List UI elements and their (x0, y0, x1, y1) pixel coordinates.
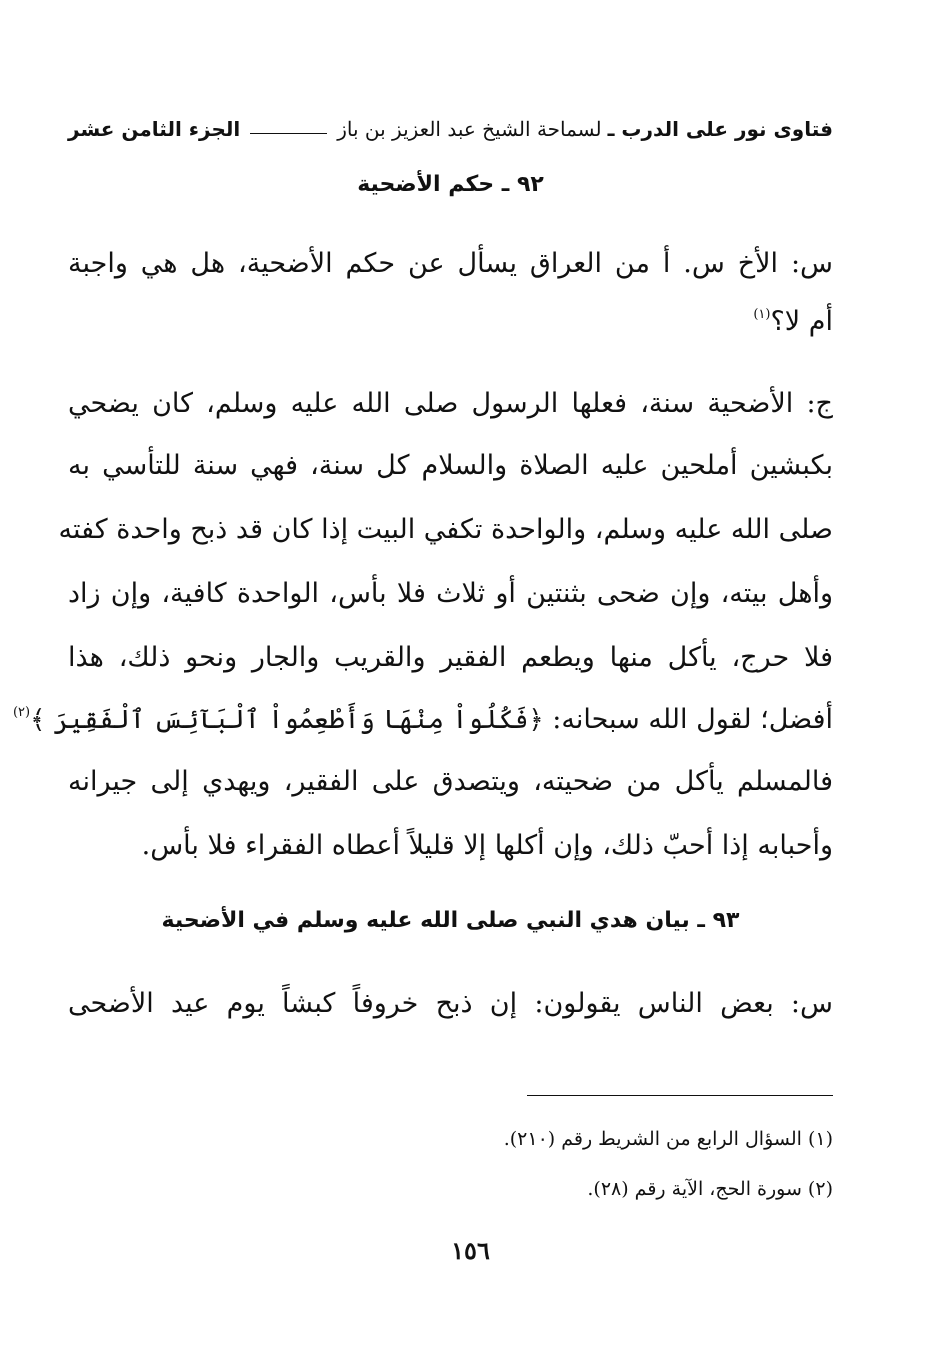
answer-line-8: وأحبابه إذا أحبّ ذلك، وإن أكلها إلا قليلاً أعطاه الفقراء فلا بأس. (141, 830, 833, 861)
question-93-line-1: س: بعض الناس يقولون: إن ذبح خروفاً كبشاً يوم عيد الأضحى (68, 988, 833, 1019)
question-line-2 (68, 302, 833, 347)
author-name: لسماحة الشيخ عبد العزيز بن باز (337, 117, 602, 141)
section-title-92: ٩٢ ـ حكم الأضحية (357, 172, 544, 197)
running-header (68, 112, 833, 146)
section-title-93: ٩٣ ـ بيان هدي النبي صلى الله عليه وسلم في الأضحية (161, 908, 740, 933)
part-label: الجزء الثامن عشر (68, 117, 241, 141)
quran-verse: ﴿فَكُلُواْ مِنْهَا وَأَطْعِمُواْ ٱلْبَآئِسَ ٱلْفَقِيرَ ﴾ (30, 705, 544, 735)
footnote-ref-1: (١) (753, 307, 771, 322)
answer-line-2: بكبشين أملحين عليه الصلاة والسلام كل سنة، فهي سنة للتأسي به (68, 450, 833, 481)
footnote-ref-2: (٢) (12, 705, 31, 720)
header-rule (250, 133, 327, 134)
book-title: فتاوى نور على الدرب ـ (607, 117, 833, 141)
footnote-2: (٢) سورة الحج، الآية رقم (٢٨). (587, 1178, 833, 1200)
question-line-1: س: الأخ س. أ من العراق يسأل عن حكم الأضحية، هل هي واجبة (68, 248, 833, 279)
question-line-2-text: أم لا؟ (770, 306, 833, 337)
page-number: ١٥٦ (451, 1236, 490, 1265)
footnote-1: (١) السؤال الرابع من الشريط رقم (٢١٠). (503, 1128, 833, 1150)
footnote-rule (527, 1095, 833, 1096)
answer-line-6-text: أفضل؛ لقول الله سبحانه: (552, 704, 833, 735)
answer-line-3: صلى الله عليه وسلم، والواحدة تكفي البيت إذا كان قد ذبح واحدة كفته (58, 514, 833, 545)
answer-line-6 (12, 700, 833, 745)
answer-line-5: فلا حرج، يأكل منها ويطعم الفقير والقريب والجار ونحو ذلك، هذا (68, 642, 833, 673)
running-header-title-group (337, 117, 833, 141)
answer-line-1: ج: الأضحية سنة، فعلها الرسول صلى الله عليه وسلم، كان يضحي (68, 388, 833, 419)
answer-line-4: وأهل بيته، وإن ضحى بثنتين أو ثلاث فلا بأس، الواحدة كافية، وإن زاد (68, 578, 833, 609)
answer-line-7: فالمسلم يأكل من ضحيته، ويتصدق على الفقير، ويهدي إلى جيرانه (68, 766, 833, 797)
